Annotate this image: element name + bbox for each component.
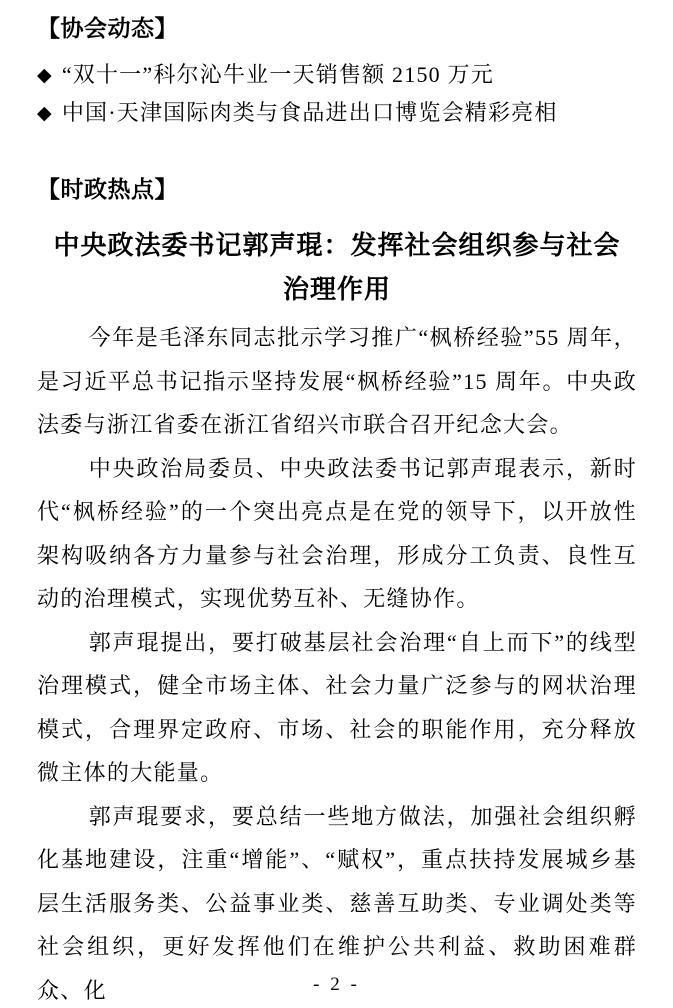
diamond-bullet-icon: ◆: [37, 64, 53, 86]
article-paragraph: 郭声琨提出，要打破基层社会治理“自上而下”的线型治理模式，健全市场主体、社会力量广泛参与的网状治理模式，合理界定政府、市场、社会的职能作用，充分释放微主体的大能量。: [37, 629, 637, 785]
list-item: [37, 56, 637, 94]
article-title-line-1: 中央政法委书记郭声琨：发挥社会组织参与社会: [53, 231, 621, 260]
page-number: - 2 -: [313, 974, 360, 995]
article-paragraph: 今年是毛泽东同志批示学习推广“枫桥经验”55 周年，是习近平总书记指示坚持发展“枫桥经验”15 周年。中央政法委与浙江省委在浙江省绍兴市联合召开纪念大会。: [37, 325, 637, 437]
bullet-item-text: “双十一”科尔沁牛业一天销售额 2150 万元: [61, 62, 494, 87]
article-paragraph: 中央政治局委员、中央政法委书记郭声琨表示，新时代“枫桥经验”的一个突出亮点是在党的领导下，以开放性架构吸纳各方力量参与社会治理，形成分工负责、良性互动的治理模式，实现优势互补、无缝协作。: [37, 455, 637, 611]
diamond-bullet-icon: ◆: [37, 102, 53, 124]
politics-hotspot-header: 【时政热点】: [37, 176, 178, 202]
article-title-line-2: 治理作用: [282, 275, 391, 304]
article-paragraph: 郭声琨要求，要总结一些地方做法，加强社会组织孵化基地建设，注重“增能”、“赋权”，重点扶持发展城乡基层生活服务类、公益事业类、慈善互助类、专业调处类等社会组织，更好发挥他们在维护公共利益、救助困难群众、化: [37, 803, 637, 1003]
association-news-header: 【协会动态】: [37, 15, 178, 41]
list-item: [37, 94, 637, 132]
bullet-item-text: 中国·天津国际肉类与食品进出口博览会精彩亮相: [61, 100, 558, 125]
article-title: [37, 224, 637, 312]
